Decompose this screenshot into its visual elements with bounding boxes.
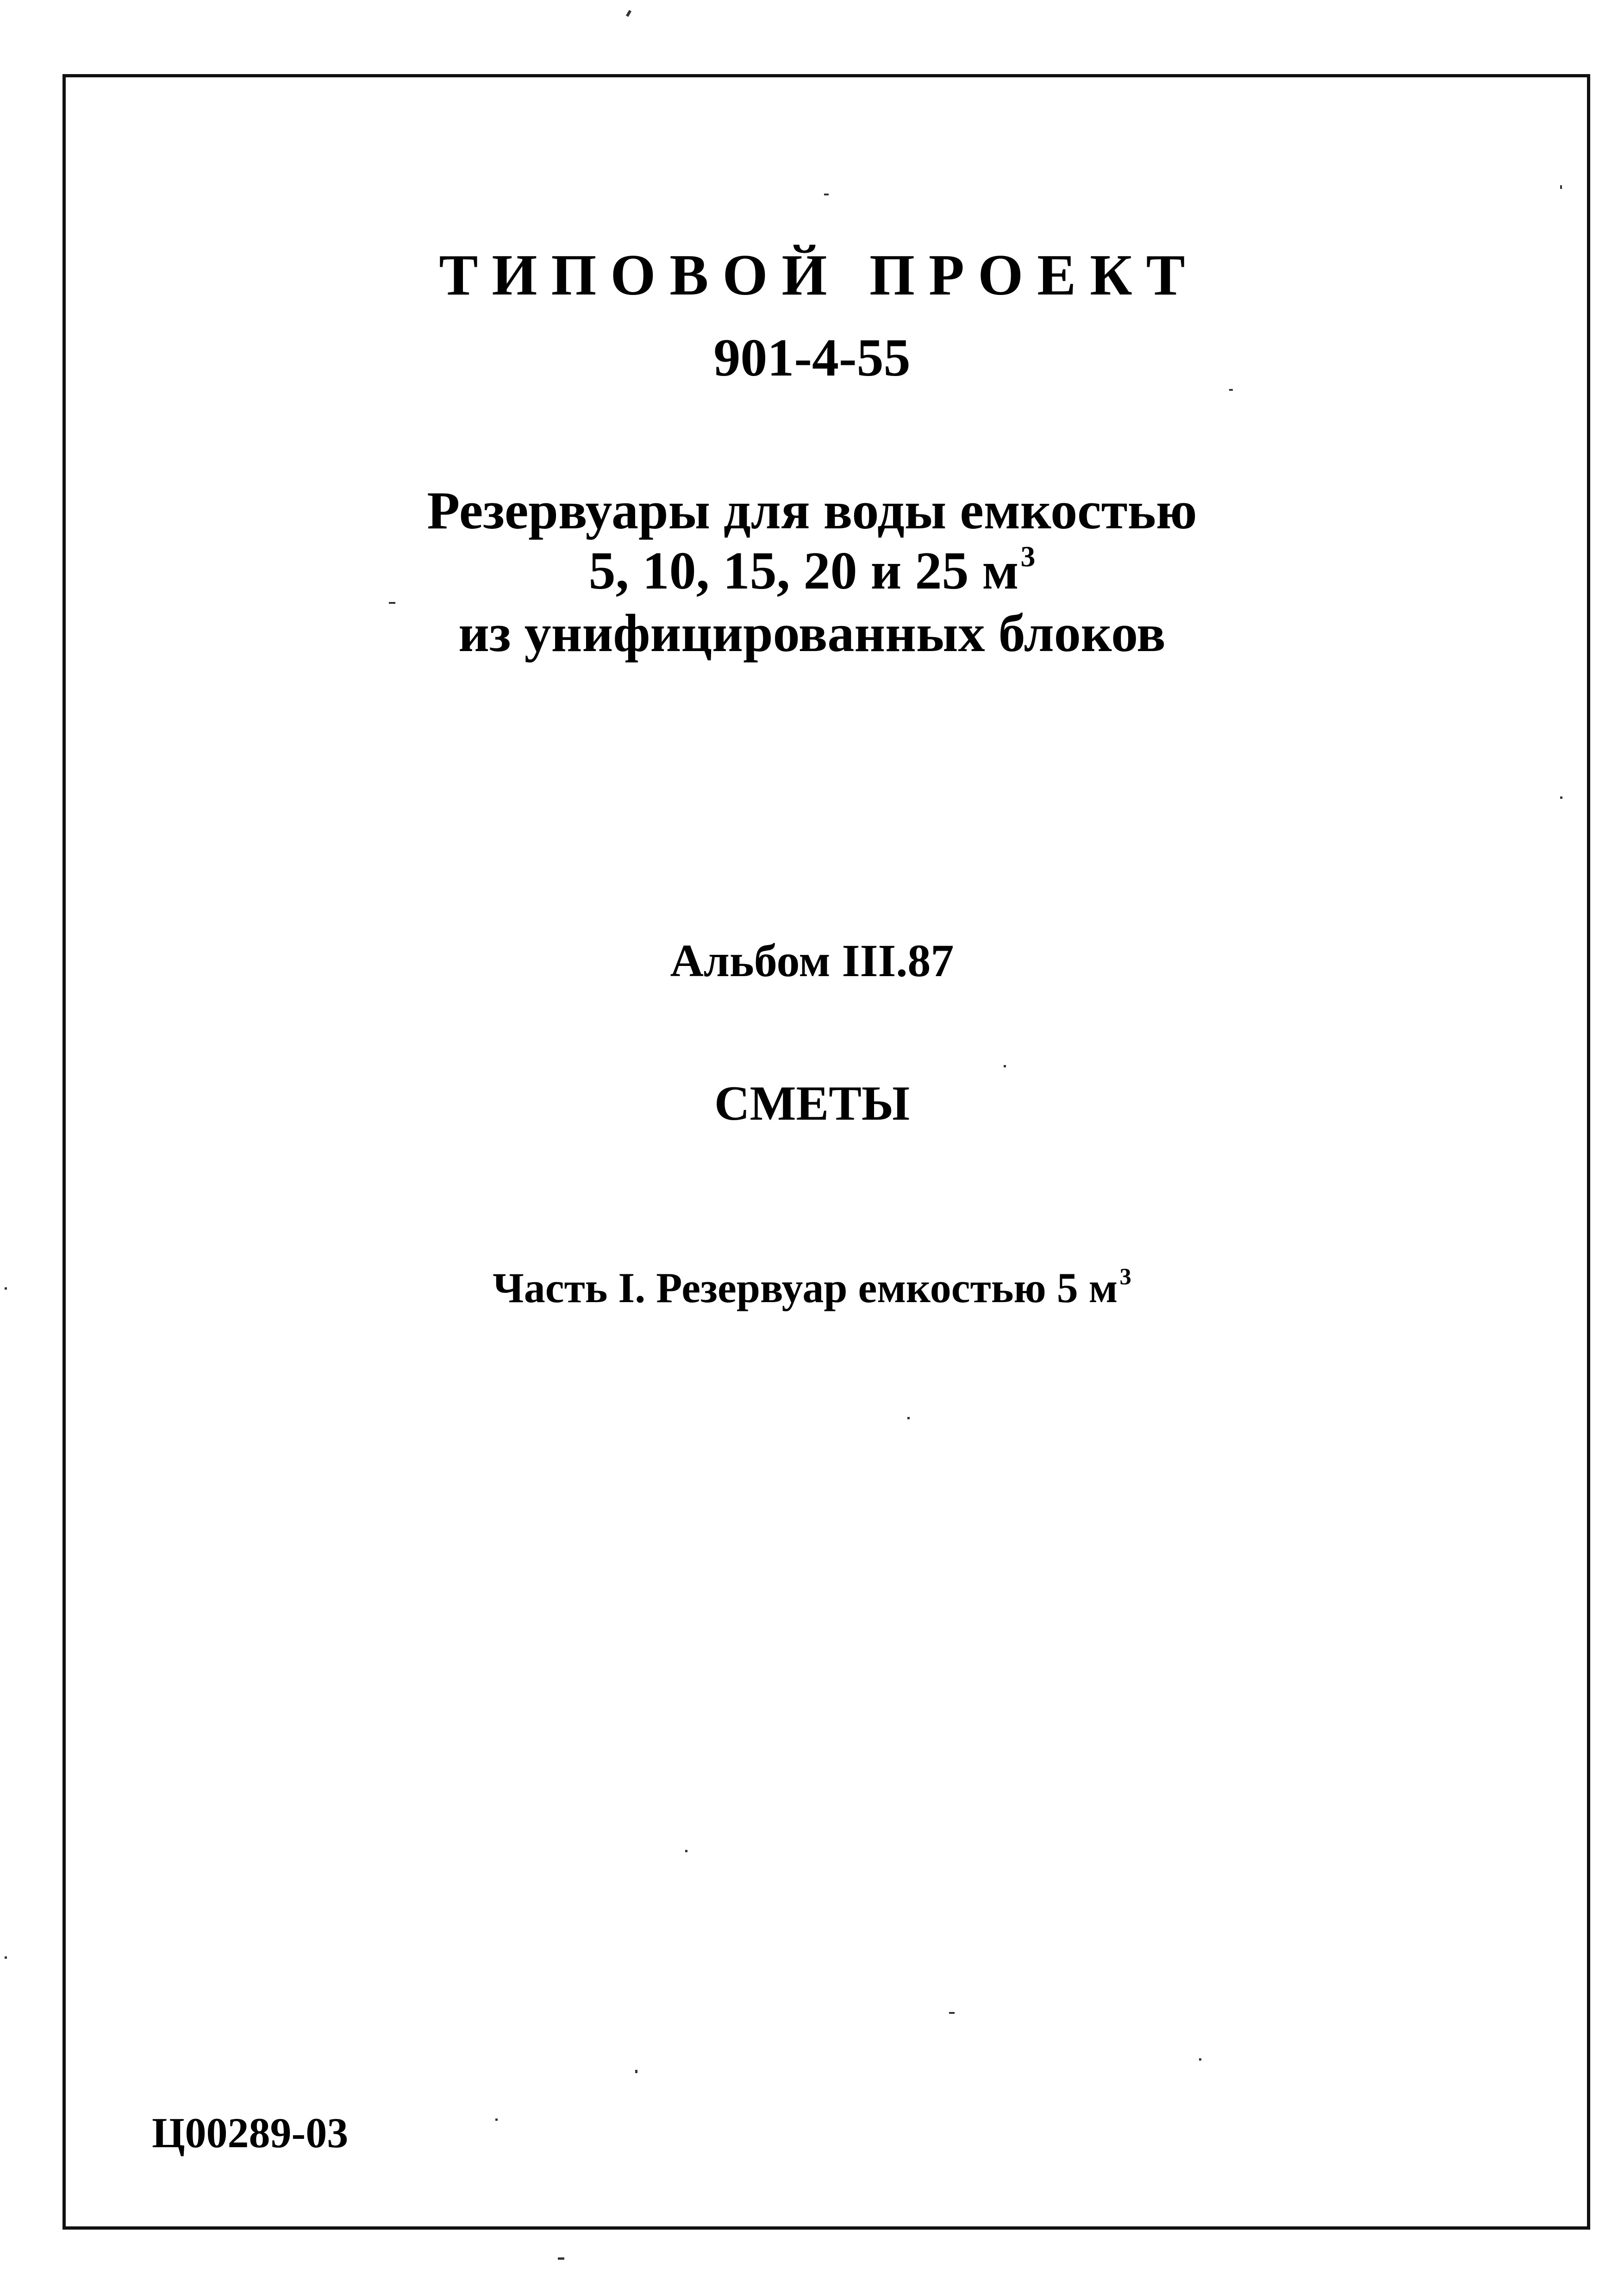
- project-number: 901-4-55: [713, 328, 911, 388]
- scan-speck: [5, 1956, 7, 1959]
- title-line-2: [0, 540, 1624, 601]
- title-line-1: Резервуары для воды емкостью: [427, 481, 1197, 540]
- cubic-superscript: 3: [1020, 540, 1036, 573]
- scan-speck: [389, 602, 395, 604]
- document-type-heading: ТИПОВОЙ ПРОЕКТ: [439, 243, 1199, 307]
- scan-speck: [626, 10, 631, 17]
- album-label: Альбом III.87: [670, 935, 954, 986]
- scan-speck: [1199, 2058, 1201, 2061]
- title-line-2-text: 5, 10, 15, 20 и 25 м: [588, 541, 1019, 601]
- title-line-3: из унифицированных блоков: [458, 604, 1166, 663]
- scan-speck: [685, 1850, 687, 1852]
- scan-speck: [495, 2118, 498, 2121]
- scan-speck: [1560, 185, 1562, 189]
- scan-speck: [635, 2070, 637, 2073]
- scan-speck: [5, 1287, 7, 1290]
- document-code: Ц00289-03: [152, 2109, 349, 2156]
- part-title: [0, 1266, 1624, 1309]
- scan-speck: [1560, 796, 1562, 799]
- scan-speck: [558, 2257, 564, 2260]
- scan-speck: [824, 194, 829, 195]
- scan-speck: [949, 2012, 955, 2014]
- scan-speck: [1229, 389, 1233, 391]
- section-title: СМЕТЫ: [714, 1076, 910, 1130]
- part-cubic-superscript: 3: [1119, 1264, 1131, 1290]
- scan-speck: [1004, 1065, 1006, 1067]
- page-border-frame: [62, 74, 1590, 2230]
- part-title-text: Часть I. Резервуар емкостью 5 м: [493, 1264, 1118, 1311]
- scan-speck: [907, 1417, 910, 1419]
